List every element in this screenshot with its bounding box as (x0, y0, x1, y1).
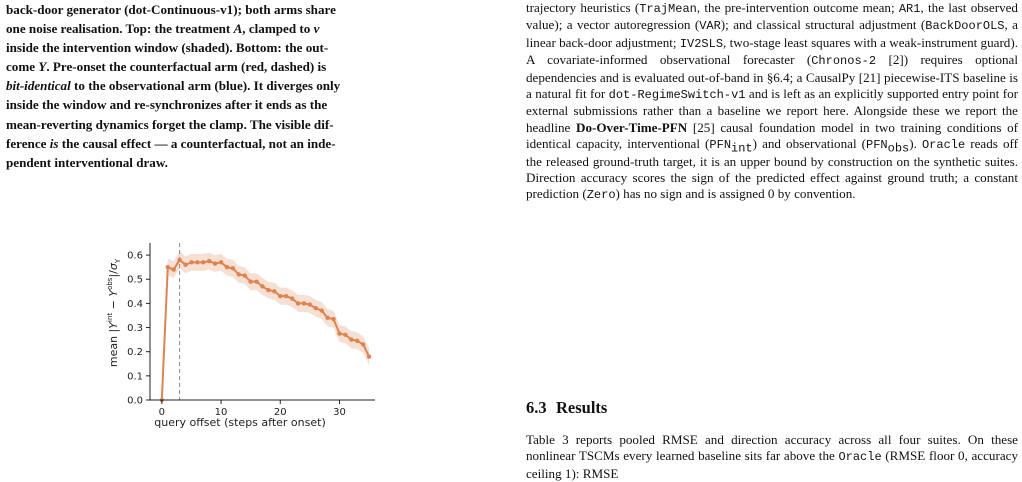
data-point (213, 261, 217, 265)
data-point (166, 265, 170, 269)
data-point (290, 296, 294, 300)
data-point (195, 260, 199, 264)
data-point (171, 267, 175, 271)
x-tick-label: 20 (273, 407, 287, 418)
data-point (231, 266, 235, 270)
data-point (325, 316, 329, 320)
figure-caption: back-door generator (dot-Continuous-v1); both arms share one noise realisation. Top: the treatment A, clamped to v inside the intervention window (shaded). Bottom: the out- come Y. Pre-onset the counterfactual arm (red, dashed) is bit-identical to the observational arm (blue). It diverges only inside the window and re-synchronizes after it ends as the mean-reverting dynamics forget the clamp. The visible dif- ference is the causal effect — a counterfactual, not an inde- pendent interventional draw. (6, 2, 341, 170)
data-point (266, 288, 270, 292)
data-point (248, 279, 252, 283)
section-heading: 6.3 Results (526, 398, 608, 417)
data-point (219, 260, 223, 264)
y-tick-label: 0.5 (127, 274, 143, 286)
data-point (367, 354, 371, 358)
data-point (314, 306, 318, 310)
y-tick-label: 0.0 (127, 395, 143, 407)
confidence-band (162, 251, 369, 400)
data-point (225, 265, 229, 269)
results-paragraph: Table 3 reports pooled RMSE and direction accuracy across all four suites. On these nonlinear TSCMs every learned baseline sits far above the Oracle (RMSE floor 0, accuracy ceiling 1): RMSE (526, 432, 1018, 481)
y-tick-label: 0.6 (127, 250, 143, 262)
x-tick-label: 30 (333, 407, 346, 418)
data-point (302, 301, 306, 305)
data-point (189, 260, 193, 264)
data-point (355, 339, 359, 343)
data-point (201, 260, 205, 264)
y-axis-label: mean $|Y^{int} - Y^{obs}|/\sigma_Y$ (106, 258, 122, 368)
y-tick-label: 0.3 (127, 323, 143, 335)
x-tick-label: 0 (158, 407, 166, 418)
data-point (337, 331, 341, 335)
data-point (308, 302, 312, 306)
data-point (361, 342, 365, 346)
data-point (343, 333, 347, 337)
data-point (254, 279, 258, 283)
effect-line-chart (95, 238, 380, 438)
data-point (349, 337, 353, 341)
x-tick-label: 10 (214, 407, 228, 418)
data-point (207, 259, 211, 263)
x-axis-label: query offset (steps after onset) (154, 416, 326, 429)
data-point (237, 272, 241, 276)
data-point (331, 317, 335, 321)
data-point (296, 301, 300, 305)
data-point (243, 273, 247, 277)
data-point (272, 289, 276, 293)
data-point (177, 258, 181, 262)
data-point (278, 294, 282, 298)
baselines-paragraph: trajectory heuristics (TrajMean, the pre-intervention outcome mean; AR1, the last observed value); a vector autoregression (VAR); and classical structural adjustment (BackDoorOLS, a linear back-door adjustment; IV2SLS, two-stage least squares with a weak-instrument guard). A covariate-informed observational forecaster (Chronos-2 [2]) requires optional dependencies and is evaluated out-of-band in §6.4; a CausalPy [21] piecewise-ITS baseline is a natural fit for dot-RegimeSwitch-v1 and is left as an explicitly supported entry point for external submissions rather than a baseline we report here. Alongside these we report the headline Do-Over-Time-PFN [25] causal foundation model in two training conditions of identical capacity, interventional $(PFN_{int})$ and observational $(PFN_{obs})$. Oracle reads off the released ground-truth target, it is an upper bound by construction on the synthetic suites. Direction accuracy scores the sign of the predicted effect against ground truth; a constant prediction (Zero) has no sign and is assigned 0 by convention. (526, 0, 1019, 203)
data-point (183, 263, 187, 267)
data-point (260, 284, 264, 288)
data-point (284, 294, 288, 298)
data-point (320, 308, 324, 312)
y-tick-label: 0.2 (127, 347, 143, 359)
y-tick-label: 0.1 (127, 371, 143, 383)
y-tick-label: 0.4 (127, 298, 143, 310)
